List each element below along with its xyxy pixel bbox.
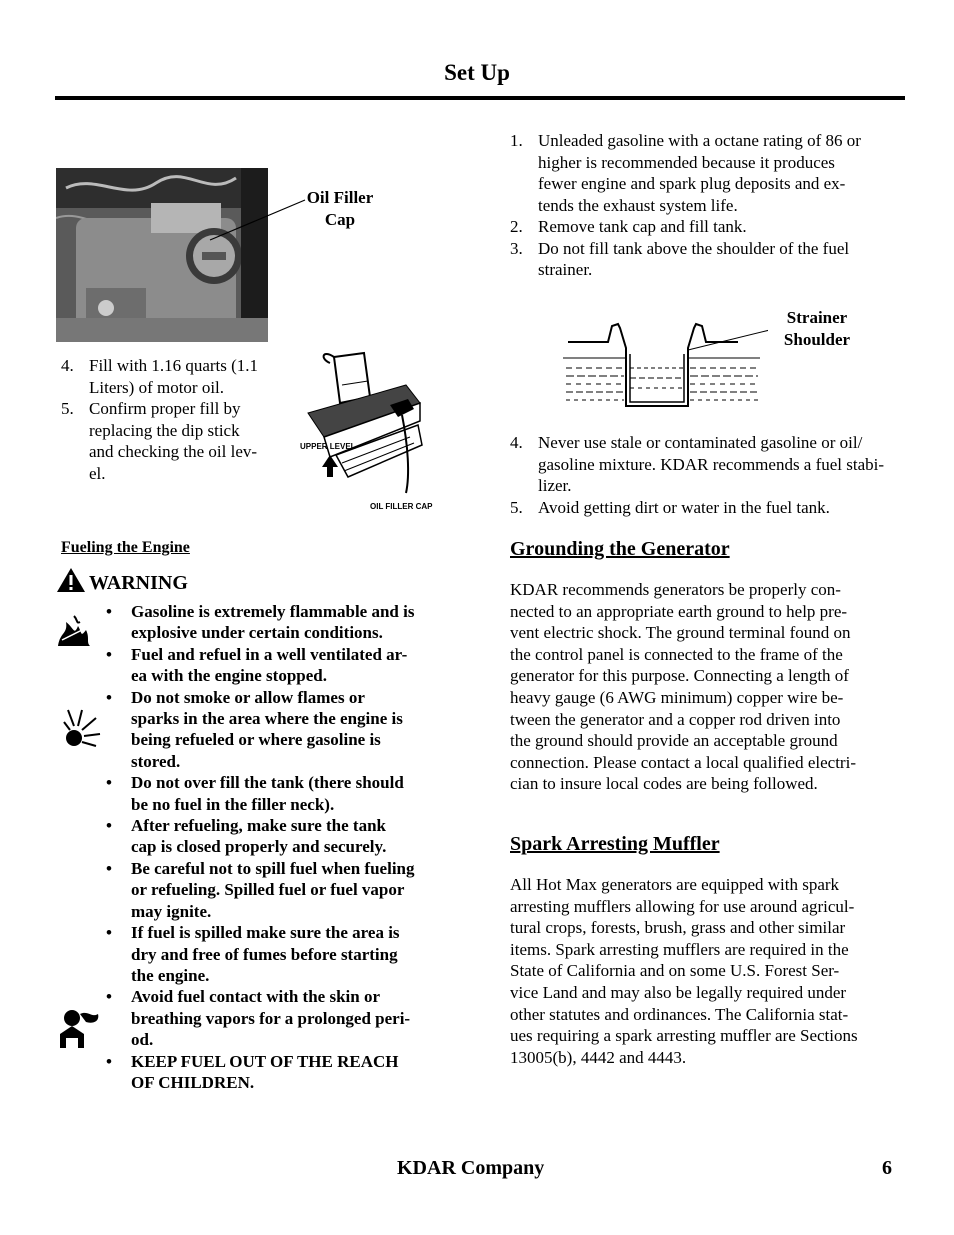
warning-triangle-icon: [56, 567, 86, 598]
warning-item: • After refueling, make sure the tank cap is closed properly and securely.: [106, 816, 387, 857]
warning-item: • Be careful not to spill fuel when fueling or refueling. Spilled fuel or fuel vapor may ignite.: [106, 858, 415, 921]
warning-item: • Do not smoke or allow flames or sparks in the area where the engine is being refueled or where gasoline is stored.: [106, 687, 403, 771]
warning-item: • Gasoline is extremely flammable and is explosive under certain conditions.: [106, 602, 415, 643]
gas-step-4: 4. Never use stale or contaminated gasoline or oil/ gasoline mixture. KDAR recommends a fuel stabi- lizer.: [510, 433, 885, 495]
gas-step-2: 2. Remove tank cap and fill tank.: [510, 217, 747, 236]
gas-step-1: 1. Unleaded gasoline with a octane rating of 86 or higher is recommended because it produces fewer engine and spark plug deposits and ex- tends the exhaust system life.: [510, 131, 861, 215]
warning-item: • Fuel and refuel in a well ventilated ar- ea with the engine stopped.: [106, 644, 408, 686]
upper-level-label: UPPER LEVEL: [300, 442, 356, 451]
muffler-paragraph: All Hot Max generators are equipped with spark arresting mufflers allowing for use around agricul- tural crops, forests, brush, grass and other similar items. Spark arresting mufflers are required in the State of California and on some U.S. Forest Ser- vice Land and may also be legally required under other statutes and ordinances. The California stat- ues requiring a spark arresting muffler are Sections 13005(b), 4442 and 4443.: [510, 875, 858, 1067]
gas-step-3: 3. Do not fill tank above the shoulder of the fuel strainer.: [510, 238, 850, 279]
oil-steps: [61, 355, 286, 484]
warning-item: • Do not over fill the tank (there should be no fuel in the filler neck).: [106, 773, 404, 814]
warning-item: • If fuel is spilled make sure the area is dry and free of fumes before starting the engine.: [106, 923, 400, 985]
explosion-hazard-icon: [60, 708, 102, 753]
page-number: 6: [882, 1157, 892, 1179]
warning-item: • KEEP FUEL OUT OF THE REACH OF CHILDREN.: [106, 1051, 399, 1092]
grounding-paragraph: KDAR recommends generators be properly con- nected to an appropriate earth ground to help pre- vent electric shock. The ground terminal found on the control panel is connected to the frame of the generator for this purpose. Connecting a length of heavy gauge (6 AWG minimum) copper wire be- tween the generator and a copper rod driven into the ground should provide an acceptable ground connection. Please contact a local qualified electri- cian to insure local codes are being followed.: [510, 580, 856, 794]
gasoline-steps-top: [510, 130, 930, 281]
header-rule: [55, 96, 905, 100]
muffler-heading: Spark Arresting Muffler: [510, 833, 720, 855]
fuel-strainer-diagram: [538, 298, 768, 426]
gasoline-steps-bottom: [510, 432, 930, 518]
footer-company: KDAR Company: [397, 1157, 545, 1179]
warning-label: WARNING: [89, 572, 188, 594]
gas-step-5: 5. Avoid getting dirt or water in the fuel tank.: [510, 497, 830, 517]
fire-hazard-icon: [56, 612, 98, 653]
oil-filler-cap-label: OIL FILLER CAP: [370, 502, 433, 511]
page-title: Set Up: [444, 60, 510, 85]
oil-cap-leader-line: [200, 190, 310, 250]
fueling-heading: Fueling the Engine: [61, 539, 190, 556]
fuel-warning-list: [102, 601, 452, 1093]
toxic-vapor-icon: [56, 1008, 102, 1053]
oil-filler-cap-callout: Oil Filler Cap: [306, 188, 374, 229]
strainer-shoulder-callout: Strainer Shoulder: [783, 308, 851, 349]
warning-item: • Avoid fuel contact with the skin or breathing vapors for a prolonged peri- od.: [106, 987, 411, 1050]
oil-step-4: 4. Fill with 1.16 quarts (1.1 Liters) of motor oil.: [61, 356, 259, 397]
oil-step-5: 5. Confirm proper fill by replacing the dip stick and checking the oil lev- el.: [61, 399, 258, 483]
oil-fill-diagram: [290, 345, 440, 515]
grounding-heading: Grounding the Generator: [510, 538, 730, 560]
